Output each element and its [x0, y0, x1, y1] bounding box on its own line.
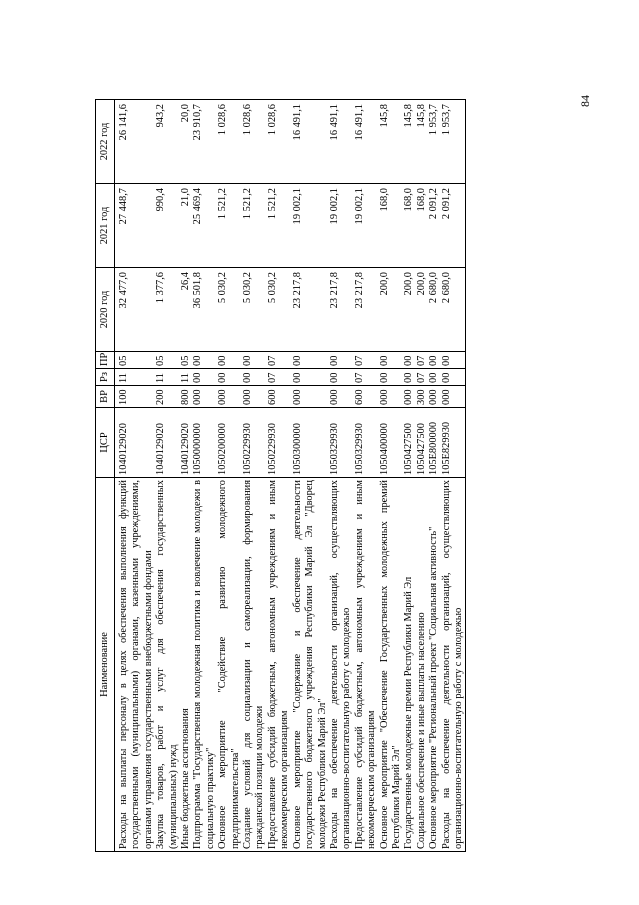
cell-rz: 07 — [416, 369, 428, 386]
cell-name: Расходы на обеспечение деятельности организаций, осуществляющих организационно-воспитательную работу с молодежью — [441, 478, 466, 852]
table-row — [428, 100, 440, 852]
cell-name: Предоставление субсидий бюджетным, автономным учреждениям и иным некоммерческим организациям — [354, 478, 379, 852]
cell-2022: 145,8 — [379, 100, 404, 184]
cell-name: Закупка товаров, работ и услуг для обеспечения государственных (муниципальных) нужд — [155, 478, 180, 852]
cell-2021: 1 521,2 — [242, 184, 267, 268]
cell-2020: 200,0 — [403, 268, 415, 352]
table-row — [155, 100, 180, 852]
cell-pr: 07 — [416, 352, 428, 369]
cell-2020: 23 217,8 — [292, 268, 329, 352]
cell-name: Создание условий для социализации и самореализации, формирования гражданской позиции молодежи — [242, 478, 267, 852]
cell-vr: 000 — [428, 386, 440, 408]
table-row — [192, 100, 217, 852]
table-row — [267, 100, 292, 852]
cell-vr: 000 — [441, 386, 466, 408]
cell-vr: 600 — [267, 386, 292, 408]
cell-name: Социальное обеспечение и иные выплаты населению — [416, 478, 428, 852]
cell-vr: 000 — [242, 386, 267, 408]
cell-2022: 23 910,7 — [192, 100, 217, 184]
cell-rz: 11 — [155, 369, 180, 386]
header-rz: Рз — [96, 369, 115, 386]
header-csr: ЦСР — [96, 408, 115, 478]
cell-name: Подпрограмма "Государственная молодежная политика и вовлечение молодежи в социальную практику" — [192, 478, 217, 852]
cell-csr: 1040129020 — [155, 408, 180, 478]
header-2021: 2021 год — [96, 184, 115, 268]
cell-csr: 1050200000 — [217, 408, 242, 478]
cell-2020: 26,4 — [180, 268, 192, 352]
cell-rz: 07 — [267, 369, 292, 386]
table-row — [403, 100, 415, 852]
cell-2022: 145,8 — [416, 100, 428, 184]
cell-name: Государственные молодежные премии Республики Марий Эл — [403, 478, 415, 852]
cell-vr: 000 — [217, 386, 242, 408]
cell-rz: 07 — [354, 369, 379, 386]
cell-rz: 00 — [329, 369, 354, 386]
cell-2020: 2 680,0 — [428, 268, 440, 352]
cell-pr: 07 — [354, 352, 379, 369]
cell-pr: 00 — [292, 352, 329, 369]
cell-pr: 00 — [428, 352, 440, 369]
cell-2022: 20,0 — [180, 100, 192, 184]
cell-vr: 000 — [329, 386, 354, 408]
cell-2020: 5 030,2 — [217, 268, 242, 352]
cell-2021: 25 469,4 — [192, 184, 217, 268]
budget-table — [95, 99, 466, 852]
table-row — [441, 100, 466, 852]
cell-pr: 00 — [192, 352, 217, 369]
cell-csr: 1050000000 — [192, 408, 217, 478]
cell-name: Расходы на выплаты персоналу в целях обеспечения выполнения функций государственными (муниципальными) органами, казенными учреждениями, органами управления государственными внебюджетными фондами — [115, 478, 156, 852]
cell-2022: 1 028,6 — [267, 100, 292, 184]
cell-2022: 26 141,6 — [115, 100, 156, 184]
cell-name: Основное мероприятие "Обеспечение Государственных молодежных премий Республики Марий Эл" — [379, 478, 404, 852]
cell-2022: 943,2 — [155, 100, 180, 184]
cell-csr: 1040129020 — [180, 408, 192, 478]
cell-csr: 1050400000 — [379, 408, 404, 478]
cell-vr: 800 — [180, 386, 192, 408]
cell-2021: 19 002,1 — [329, 184, 354, 268]
cell-pr: 05 — [115, 352, 156, 369]
header-2022: 2022 год — [96, 100, 115, 184]
cell-csr: 1050427500 — [416, 408, 428, 478]
cell-pr: 00 — [379, 352, 404, 369]
cell-2020: 32 477,0 — [115, 268, 156, 352]
cell-csr: 1040129020 — [115, 408, 156, 478]
cell-2022: 1 953,7 — [428, 100, 440, 184]
cell-pr: 05 — [180, 352, 192, 369]
cell-rz: 00 — [292, 369, 329, 386]
cell-2021: 27 448,7 — [115, 184, 156, 268]
cell-rz: 00 — [217, 369, 242, 386]
cell-rz: 00 — [403, 369, 415, 386]
cell-rz: 11 — [180, 369, 192, 386]
table-row — [217, 100, 242, 852]
cell-csr: 105E800000 — [428, 408, 440, 478]
header-name: Наименование — [96, 478, 115, 852]
table-row — [354, 100, 379, 852]
cell-2022: 1 953,7 — [441, 100, 466, 184]
cell-2022: 1 028,6 — [217, 100, 242, 184]
cell-csr: 1050229930 — [242, 408, 267, 478]
cell-pr: 00 — [329, 352, 354, 369]
cell-name: Основное мероприятие "Содействие развитию молодежного предпринимательства" — [217, 478, 242, 852]
cell-2021: 19 002,1 — [354, 184, 379, 268]
cell-vr: 200 — [155, 386, 180, 408]
table-row — [115, 100, 156, 852]
cell-2021: 168,0 — [403, 184, 415, 268]
cell-2022: 16 491,1 — [354, 100, 379, 184]
cell-csr: 105E829930 — [441, 408, 466, 478]
cell-vr: 300 — [416, 386, 428, 408]
cell-pr: 00 — [441, 352, 466, 369]
table-row — [329, 100, 354, 852]
table-row — [180, 100, 192, 852]
cell-name: Основное мероприятие "Содержание и обеспечение деятельности государственного бюджетного учреждения Республики Марий Эл "Дворец молодежи Республики Марий Эл" — [292, 478, 329, 852]
cell-rz: 00 — [192, 369, 217, 386]
cell-vr: 000 — [379, 386, 404, 408]
cell-2022: 16 491,1 — [292, 100, 329, 184]
cell-csr: 1050329930 — [329, 408, 354, 478]
cell-name: Предоставление субсидий бюджетным, автономным учреждениям и иным некоммерческим организациям — [267, 478, 292, 852]
cell-pr: 00 — [242, 352, 267, 369]
cell-vr: 000 — [403, 386, 415, 408]
cell-2020: 5 030,2 — [267, 268, 292, 352]
cell-2022: 16 491,1 — [329, 100, 354, 184]
cell-2020: 200,0 — [379, 268, 404, 352]
cell-2021: 168,0 — [416, 184, 428, 268]
header-2020: 2020 год — [96, 268, 115, 352]
header-pr: ПР — [96, 352, 115, 369]
cell-2020: 36 501,8 — [192, 268, 217, 352]
table-row — [416, 100, 428, 852]
cell-2021: 2 091,2 — [428, 184, 440, 268]
cell-vr: 100 — [115, 386, 156, 408]
cell-rz: 00 — [428, 369, 440, 386]
cell-2022: 145,8 — [403, 100, 415, 184]
cell-2020: 23 217,8 — [329, 268, 354, 352]
cell-csr: 1050300000 — [292, 408, 329, 478]
table-header-row — [96, 100, 115, 852]
rotated-page-content — [95, 100, 620, 852]
page-number: 84 — [578, 95, 592, 107]
table-row — [242, 100, 267, 852]
cell-2021: 19 002,1 — [292, 184, 329, 268]
cell-2021: 990,4 — [155, 184, 180, 268]
cell-csr: 1050229930 — [267, 408, 292, 478]
cell-2021: 21,0 — [180, 184, 192, 268]
table-row — [379, 100, 404, 852]
cell-csr: 1050329930 — [354, 408, 379, 478]
table-body — [115, 100, 466, 852]
cell-2022: 1 028,6 — [242, 100, 267, 184]
cell-rz: 00 — [379, 369, 404, 386]
cell-2020: 5 030,2 — [242, 268, 267, 352]
cell-csr: 1050427500 — [403, 408, 415, 478]
cell-pr: 05 — [155, 352, 180, 369]
cell-2021: 2 091,2 — [441, 184, 466, 268]
cell-pr: 00 — [217, 352, 242, 369]
cell-name: Иные бюджетные ассигнования — [180, 478, 192, 852]
cell-2021: 1 521,2 — [267, 184, 292, 268]
cell-2020: 23 217,8 — [354, 268, 379, 352]
cell-vr: 000 — [292, 386, 329, 408]
cell-pr: 00 — [403, 352, 415, 369]
cell-2020: 1 377,6 — [155, 268, 180, 352]
cell-pr: 07 — [267, 352, 292, 369]
cell-2020: 2 680,0 — [441, 268, 466, 352]
cell-2021: 1 521,2 — [217, 184, 242, 268]
cell-rz: 11 — [115, 369, 156, 386]
cell-vr: 000 — [192, 386, 217, 408]
cell-name: Основное мероприятие "Региональный проект "Социальная активность" — [428, 478, 440, 852]
cell-vr: 600 — [354, 386, 379, 408]
cell-2021: 168,0 — [379, 184, 404, 268]
header-vr: ВР — [96, 386, 115, 408]
table-row — [292, 100, 329, 852]
cell-name: Расходы на обеспечение деятельности организаций, осуществляющих организационно-воспитательную работу с молодежью — [329, 478, 354, 852]
cell-rz: 00 — [242, 369, 267, 386]
cell-rz: 00 — [441, 369, 466, 386]
cell-2020: 200,0 — [416, 268, 428, 352]
